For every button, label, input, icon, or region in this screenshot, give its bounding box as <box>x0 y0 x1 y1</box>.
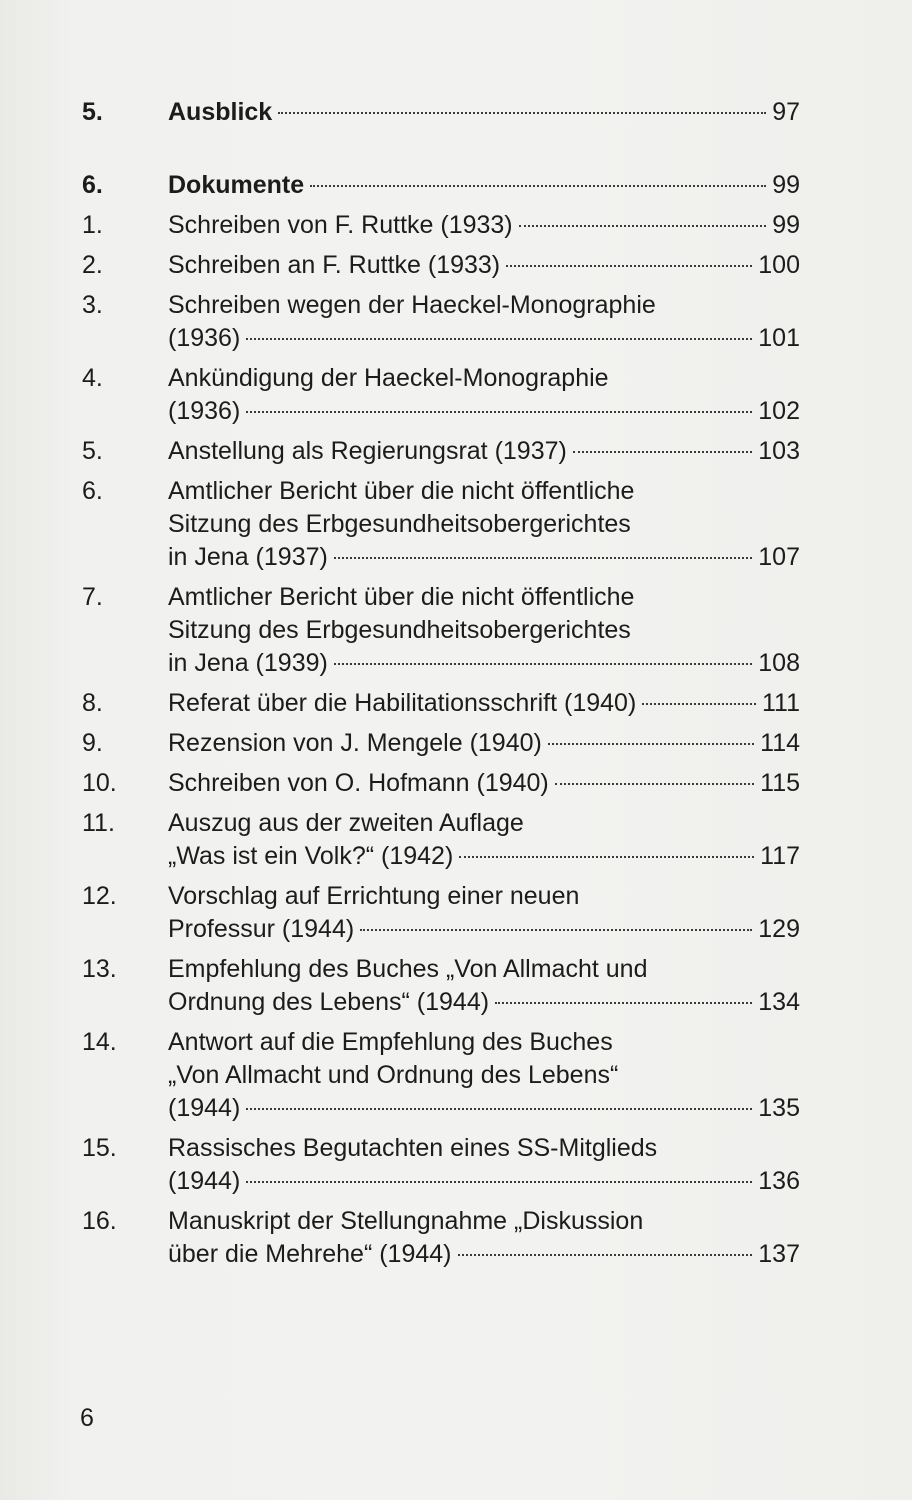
dot-leader <box>246 411 752 413</box>
entry-last-line <box>168 687 800 720</box>
entry-body <box>168 96 800 129</box>
dot-leader <box>246 1181 752 1183</box>
entry-number: 7. <box>82 583 103 611</box>
toc-entry <box>82 767 800 800</box>
dot-leader <box>246 338 752 340</box>
entry-title-line: Rassisches Begutachten eines SS-Mitglieds <box>168 1134 658 1162</box>
entry-body <box>168 362 800 428</box>
entry-number: 5. <box>82 98 103 126</box>
entry-last-line <box>168 435 800 468</box>
entry-body <box>168 1132 800 1198</box>
entry-body <box>168 953 800 1019</box>
toc-entry <box>82 289 800 355</box>
toc-entry <box>82 435 800 468</box>
entry-title-line: Schreiben von O. Hofmann (1940) <box>168 769 549 797</box>
toc-entry <box>82 1026 800 1125</box>
entry-last-line <box>168 169 800 202</box>
entry-number: 3. <box>82 291 103 319</box>
toc-entry <box>82 362 800 428</box>
dot-leader <box>555 783 754 785</box>
entry-body <box>168 169 800 202</box>
entry-title-line: (1936) <box>168 397 241 425</box>
entry-title-line: Rezension von J. Mengele (1940) <box>168 729 542 757</box>
entry-last-line <box>168 395 800 428</box>
entry-number: 15. <box>82 1134 117 1162</box>
entry-body <box>168 807 800 873</box>
toc-entry <box>82 1132 800 1198</box>
entry-last-line <box>168 1092 800 1125</box>
entry-number: 2. <box>82 251 103 279</box>
entry-number: 5. <box>82 437 103 465</box>
entry-number: 1. <box>82 211 103 239</box>
entry-title-line: über die Mehrehe“ (1944) <box>168 1240 452 1268</box>
dot-leader <box>642 703 756 705</box>
entry-page-number: 97 <box>772 98 800 126</box>
entry-title-line: Schreiben wegen der Haeckel-Monographie <box>168 291 656 319</box>
dot-leader <box>506 265 752 267</box>
entry-title-line: Professur (1944) <box>168 915 355 943</box>
entry-page-number: 111 <box>761 689 800 717</box>
entry-body <box>168 880 800 946</box>
toc-entry <box>82 687 800 720</box>
entry-last-line <box>168 767 800 800</box>
entry-number: 9. <box>82 729 103 757</box>
toc-entry <box>82 249 800 282</box>
entry-last-line <box>168 647 800 680</box>
entry-body <box>168 475 800 574</box>
dot-leader <box>360 929 752 931</box>
page-number: 6 <box>80 1404 94 1432</box>
entry-page-number: 107 <box>758 543 800 571</box>
dot-leader <box>246 1108 752 1110</box>
chapter-spacer <box>82 129 800 169</box>
entry-title-line: (1936) <box>168 324 241 352</box>
toc-entry <box>82 475 800 574</box>
entry-title-line: (1944) <box>168 1094 241 1122</box>
chapter-heading <box>82 169 800 202</box>
entry-title-line: Ausblick <box>168 98 273 126</box>
entry-last-line <box>168 96 800 129</box>
entry-page-number: 136 <box>758 1167 800 1195</box>
entry-page-number: 114 <box>760 729 800 757</box>
entry-last-line <box>168 249 800 282</box>
entry-page-number: 134 <box>758 988 800 1016</box>
entry-title-line: Dokumente <box>168 171 305 199</box>
entry-body <box>168 435 800 468</box>
entry-title-line: Ankündigung der Haeckel-Monographie <box>168 364 609 392</box>
chapter-heading <box>82 96 800 129</box>
toc-entry <box>82 953 800 1019</box>
entry-last-line <box>168 913 800 946</box>
entry-page-number: 135 <box>758 1094 800 1122</box>
entry-number: 6. <box>82 477 103 505</box>
entry-title-line: in Jena (1937) <box>168 543 328 571</box>
entry-last-line <box>168 986 800 1019</box>
entry-last-line <box>168 322 800 355</box>
entry-title-line: Auszug aus der zweiten Auflage <box>168 809 524 837</box>
entry-page-number: 117 <box>760 842 800 870</box>
entry-title-line: Referat über die Habilitationsschrift (1940) <box>168 689 637 717</box>
entry-title-line: „Von Allmacht und Ordnung des Lebens“ <box>168 1061 619 1089</box>
entry-last-line <box>168 727 800 760</box>
entry-title-line: Sitzung des Erbgesundheitsobergerichtes <box>168 616 631 644</box>
entry-title-line: Anstellung als Regierungsrat (1937) <box>168 437 567 465</box>
entry-title-line: Vorschlag auf Errichtung einer neuen <box>168 882 580 910</box>
entry-number: 4. <box>82 364 103 392</box>
entry-body <box>168 249 800 282</box>
dot-leader <box>459 856 754 858</box>
entry-last-line <box>168 1238 800 1271</box>
entry-number: 16. <box>82 1207 117 1235</box>
table-of-contents <box>82 96 800 1271</box>
entry-body <box>168 687 800 720</box>
entry-number: 6. <box>82 171 103 199</box>
entry-page-number: 99 <box>772 211 800 239</box>
dot-leader <box>334 663 752 665</box>
entry-title-line: Ordnung des Lebens“ (1944) <box>168 988 490 1016</box>
entry-title-line: „Was ist ein Volk?“ (1942) <box>168 842 454 870</box>
toc-entry <box>82 581 800 680</box>
entry-body <box>168 1026 800 1125</box>
entry-page-number: 103 <box>758 437 800 465</box>
entry-number: 14. <box>82 1028 117 1056</box>
entry-page-number: 102 <box>758 397 800 425</box>
entry-body <box>168 1205 800 1271</box>
entry-title-line: Schreiben an F. Ruttke (1933) <box>168 251 501 279</box>
dot-leader <box>458 1254 753 1256</box>
entry-number: 10. <box>82 769 117 797</box>
entry-number: 11. <box>82 809 115 837</box>
entry-page-number: 100 <box>758 251 800 279</box>
entry-title-line: Schreiben von F. Ruttke (1933) <box>168 211 513 239</box>
entry-page-number: 137 <box>758 1240 800 1268</box>
entry-title-line: Amtlicher Bericht über die nicht öffentliche <box>168 477 635 505</box>
toc-entry <box>82 807 800 873</box>
entry-number: 12. <box>82 882 117 910</box>
entry-last-line <box>168 1165 800 1198</box>
entry-title-line: Empfehlung des Buches „Von Allmacht und <box>168 955 648 983</box>
entry-title-line: Sitzung des Erbgesundheitsobergerichtes <box>168 510 631 538</box>
entry-number: 13. <box>82 955 117 983</box>
entry-body <box>168 289 800 355</box>
entry-last-line <box>168 840 800 873</box>
entry-body <box>168 727 800 760</box>
dot-leader <box>519 225 767 227</box>
entry-title-line: Manuskript der Stellungnahme „Diskussion <box>168 1207 644 1235</box>
entry-page-number: 101 <box>758 324 800 352</box>
entry-page-number: 115 <box>760 769 800 797</box>
toc-entry <box>82 880 800 946</box>
entry-last-line <box>168 209 800 242</box>
entry-page-number: 99 <box>772 171 800 199</box>
toc-entry <box>82 727 800 760</box>
entry-page-number: 129 <box>758 915 800 943</box>
dot-leader <box>548 743 754 745</box>
toc-entry <box>82 209 800 242</box>
entry-title-line: Antwort auf die Empfehlung des Buches <box>168 1028 613 1056</box>
entry-body <box>168 767 800 800</box>
toc-entry <box>82 1205 800 1271</box>
dot-leader <box>278 112 766 114</box>
dot-leader <box>310 185 766 187</box>
dot-leader <box>573 451 752 453</box>
entry-page-number: 108 <box>758 649 800 677</box>
entry-title-line: Amtlicher Bericht über die nicht öffentliche <box>168 583 635 611</box>
dot-leader <box>495 1002 752 1004</box>
entry-title-line: (1944) <box>168 1167 241 1195</box>
entry-body <box>168 581 800 680</box>
entry-title-line: in Jena (1939) <box>168 649 328 677</box>
entry-number: 8. <box>82 689 103 717</box>
entry-body <box>168 209 800 242</box>
dot-leader <box>334 557 752 559</box>
entry-last-line <box>168 541 800 574</box>
